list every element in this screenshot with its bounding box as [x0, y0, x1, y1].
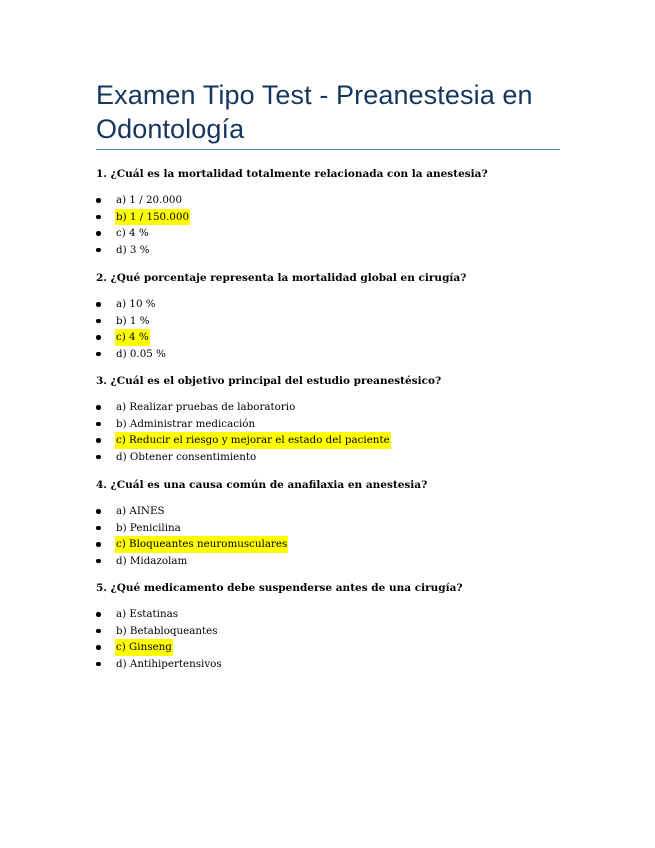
- option-label-highlighted: b) 1 / 150.000: [115, 209, 190, 226]
- question-text: 4. ¿Cuál es una causa común de anafilaxia en anestesia?: [96, 479, 428, 491]
- option-label: d) Antihipertensivos: [116, 657, 222, 670]
- options-list: [96, 192, 566, 258]
- option-item: [96, 656, 566, 673]
- option-label: d) 0.05 %: [116, 347, 166, 360]
- option-item: [96, 225, 566, 242]
- option-item: [96, 242, 566, 259]
- option-item: [96, 503, 566, 520]
- document-title: Examen Tipo Test - Preanestesia en Odontología: [96, 80, 533, 144]
- question-text: 3. ¿Cuál es el objetivo principal del estudio preanestésico?: [96, 375, 442, 387]
- option-label: a) 10 %: [116, 298, 156, 310]
- title-underline: [96, 149, 560, 150]
- bullet-icon: [96, 542, 101, 547]
- options-list: [96, 503, 566, 569]
- bullet-icon: [96, 612, 101, 617]
- bullet-icon: [96, 455, 101, 460]
- option-item: [96, 449, 566, 466]
- option-item: [96, 346, 566, 363]
- option-label: a) Estatinas: [116, 608, 178, 620]
- option-label-highlighted: c) Bloqueantes neuromusculares: [115, 536, 288, 553]
- option-label: c) 4 %: [116, 227, 149, 240]
- question-block-2: [96, 270, 566, 362]
- option-item: [96, 192, 566, 209]
- bullet-icon: [96, 559, 101, 564]
- question-block-3: [96, 373, 566, 465]
- bullet-icon: [96, 248, 101, 253]
- question-block-4: [96, 477, 566, 569]
- option-item-correct: [96, 432, 566, 449]
- option-item: [96, 416, 566, 433]
- bullet-icon: [96, 438, 101, 443]
- bullet-icon: [96, 629, 101, 634]
- bullet-icon: [96, 509, 101, 514]
- option-item-correct: [96, 536, 566, 553]
- option-label: b) Penicilina: [116, 521, 181, 534]
- option-item: [96, 623, 566, 640]
- options-list: [96, 399, 566, 465]
- bullet-icon: [96, 422, 101, 427]
- bullet-icon: [96, 335, 101, 340]
- option-label-highlighted: c) Ginseng: [115, 639, 173, 656]
- option-label: d) Midazolam: [116, 554, 188, 567]
- bullet-icon: [96, 526, 101, 531]
- option-item-correct: [96, 639, 566, 656]
- option-label: b) Administrar medicación: [116, 417, 256, 430]
- bullet-icon: [96, 215, 101, 220]
- bullet-icon: [96, 302, 101, 307]
- option-label: d) 3 %: [116, 243, 150, 256]
- option-item: [96, 296, 566, 313]
- option-label: a) Realizar pruebas de laboratorio: [116, 401, 296, 413]
- question-block-5: [96, 580, 566, 672]
- bullet-icon: [96, 405, 101, 410]
- option-item-correct: [96, 209, 566, 226]
- question-block-1: [96, 166, 566, 258]
- bullet-icon: [96, 319, 101, 324]
- option-label-highlighted: c) Reducir el riesgo y mejorar el estado del paciente: [115, 432, 391, 449]
- question-text: 2. ¿Qué porcentaje representa la mortalidad global en cirugía?: [96, 272, 467, 284]
- option-item-correct: [96, 329, 566, 346]
- option-label: a) AINES: [116, 505, 165, 517]
- option-item: [96, 553, 566, 570]
- option-item: [96, 313, 566, 330]
- option-label-highlighted: c) 4 %: [115, 329, 150, 346]
- question-text: 1. ¿Cuál es la mortalidad totalmente relacionada con la anestesia?: [96, 168, 488, 180]
- options-list: [96, 296, 566, 362]
- option-item: [96, 606, 566, 623]
- bullet-icon: [96, 231, 101, 236]
- options-list: [96, 606, 566, 672]
- option-label: a) 1 / 20.000: [116, 194, 183, 206]
- bullet-icon: [96, 352, 101, 357]
- bullet-icon: [96, 198, 101, 203]
- option-item: [96, 520, 566, 537]
- option-item: [96, 399, 566, 416]
- option-label: b) Betabloqueantes: [116, 624, 218, 637]
- option-label: b) 1 %: [116, 314, 150, 327]
- question-text: 5. ¿Qué medicamento debe suspenderse antes de una cirugía?: [96, 582, 463, 594]
- bullet-icon: [96, 645, 101, 650]
- option-label: d) Obtener consentimiento: [116, 450, 257, 463]
- bullet-icon: [96, 662, 101, 667]
